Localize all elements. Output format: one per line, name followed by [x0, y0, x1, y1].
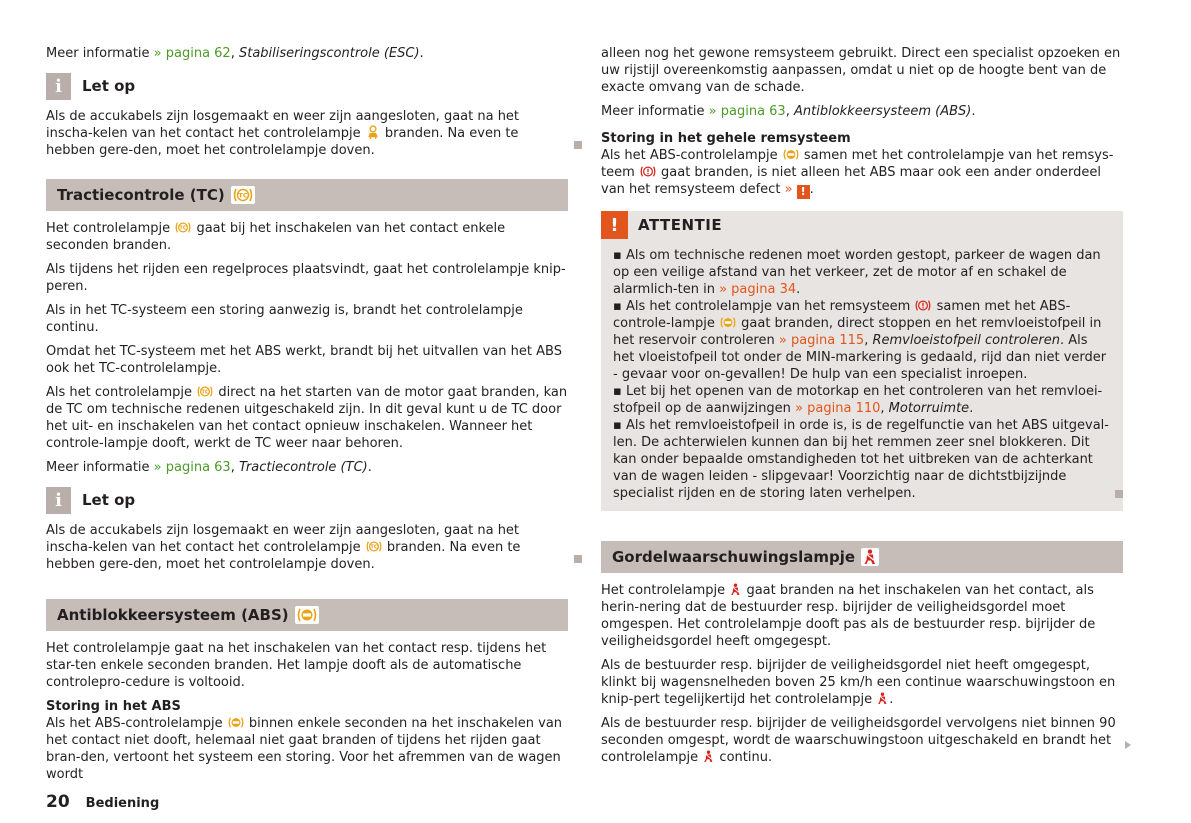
abs-more-prefix: Meer informatie [601, 104, 709, 119]
tc-more-end: . [367, 460, 372, 475]
warning-i1-a: ▪ Als om technische redenen moet worden gestopt, parkeer de wagen dan op een veilige afstand van het verkeer, zet de motor af en schakel de alarmlich-ten in [613, 248, 1101, 297]
traction-control-lamp-icon [231, 186, 255, 204]
seatbelt-lamp-icon [703, 750, 714, 763]
tc-paragraph-2: Als tijdens het rijden een regelproces plaatsvindt, gaat het controlelampje knip-peren. [46, 262, 566, 294]
intro-sep: , [230, 46, 239, 61]
seatbelt-lamp-icon [877, 692, 888, 705]
note-1-header [46, 73, 568, 100]
warning-header [601, 211, 1123, 239]
warning-i2-ref: Remvloeistofpeil controleren [872, 333, 1060, 348]
belt-p2-a: Als de bestuurder resp. bijrijder de veiligheidsgordel niet heeft omgegespt, klinkt bij wagensnelheden boven 25 km/h een continue waarschuwingstoon en knip-pert tegelijkertijd het controlelampje [601, 658, 1116, 707]
note-1-text [46, 108, 568, 159]
warning-item-3 [613, 383, 1111, 417]
note-1-title: Let op [82, 77, 136, 95]
abs-more-sep: , [785, 104, 794, 119]
note-1-text-a: Als de accukabels zijn losgemaakt en weer zijn aangesloten, gaat na het inscha-kelen van het contact het controlelampje [46, 109, 520, 141]
traction-control-lamp-icon [175, 221, 191, 234]
end-of-section-mark [574, 141, 582, 149]
abs-heading-text: Antiblokkeersysteem (ABS) [57, 605, 289, 624]
intro-prefix: Meer informatie [46, 46, 154, 61]
tc-heading-text: Tractiecontrole (TC) [57, 185, 225, 204]
belt-p2-b: . [889, 692, 894, 707]
traction-control-lamp-icon [197, 385, 213, 398]
brake-p-end: . [809, 182, 814, 197]
continue-arrow-icon [1125, 741, 1131, 749]
intro-end: . [419, 46, 424, 61]
note-1-text-b: branden. Na even te hebben gere-den, moet het controlelampje doven. [46, 126, 519, 158]
intro-reference [46, 45, 568, 62]
abs-page-link[interactable]: » pagina 63 [708, 104, 786, 119]
warning-icon: ! [797, 185, 810, 199]
warning-body [601, 239, 1123, 511]
warning-i2-link[interactable]: » pagina 115 [778, 333, 865, 348]
belt-paragraph-1 [601, 582, 1123, 650]
tc-more-info [46, 459, 568, 476]
brake-p-c: gaat branden, is niet alleen het ABS maar ook een ander onderdeel van het remsysteem defect [601, 165, 1101, 197]
warning-i3-link[interactable]: » pagina 110 [795, 401, 881, 416]
belt-p1-b: gaat branden na het inschakelen van het contact, als herin-nering dat de bestuurder resp. bijrijder de veiligheidsgordel moet omgespen. Het controlelampje dooft pas als de bestuurder resp. bijrijder de veiligheidsgordel heeft omgegespt. [601, 583, 1096, 649]
tc-more-ref: Tractiecontrole (TC) [238, 460, 368, 475]
seatbelt-lamp-icon [861, 548, 879, 566]
tc-p5-a: Als het controlelampje [46, 385, 197, 400]
abs-lamp-icon [720, 316, 736, 329]
info-icon: i [46, 73, 71, 100]
tc-p5-b: direct na het starten van de motor gaat branden, kan de TC om technische redenen uitgeschakeld zijn. In dit geval kunt u de TC door het uit- en inschakelen van het contact opnieuw inschakelen. Wanneer het controle-lampje dooft, werkt de TC weer naar behoren. [46, 385, 568, 451]
warning-i3-end: . [969, 401, 974, 416]
abs-paragraph-1: Het controlelampje gaat na het inschakelen van het contact resp. tijdens het star-ten enkele seconden branden. Het lampje dooft als de automatische controlepro-cedure is voltooid. [46, 641, 547, 690]
abs-more-end: . [971, 104, 976, 119]
note-2-title: Let op [82, 491, 136, 509]
page-number: 20 [46, 792, 70, 812]
warning-i1-end: . [796, 282, 801, 297]
intro-ref-title: Stabiliseringscontrole (ESC) [238, 46, 420, 61]
abs-paragraph-2 [46, 715, 568, 783]
warning-icon: ! [601, 211, 628, 239]
warning-item-1 [613, 247, 1111, 298]
brake-p-a: Als het ABS-controlelampje [601, 148, 782, 163]
tc-paragraph-5 [46, 384, 568, 452]
note-1-body [46, 108, 568, 159]
right-column [601, 45, 1123, 773]
brake-system-lamp-icon [915, 299, 931, 312]
tc-paragraph-1 [46, 220, 568, 254]
left-column [46, 45, 568, 790]
warning-box [601, 211, 1123, 511]
section-heading-tc [46, 179, 568, 211]
intro-page-link[interactable]: » pagina 62 [153, 46, 231, 61]
end-of-section-mark [1115, 490, 1123, 498]
warning-i1-link[interactable]: » pagina 34 [719, 282, 797, 297]
warning-item-4: ▪ Als het remvloeistofpeil in orde is, is de regelfunctie van het ABS uitgeval-len. De achterwielen kunnen dan bij het remmen zeer snel blokkeren. Dit kan onder bepaalde omstandigheden tot het uitbreken van de achterkant van de wagen leiden - slipgevaar! Voorzichtig naar de dichtstbijzijnde specialist rijden en de storing laten verhelpen. [613, 418, 1109, 501]
belt-p3-a: Als de bestuurder resp. bijrijder de veiligheidsgordel vervolgens niet binnen 90 seconden omgespt, wordt de waarschuwingstoon uitgeschakeld en brandt het controlelampje [601, 716, 1116, 765]
abs-continued: alleen nog het gewone remsysteem gebruikt. Direct een specialist opzoeken en uw rijstijl overeenkomstig aanpassen, omdat u niet op de hoogte bent van de exacte omvang van de schade. [601, 46, 1121, 95]
warning-i2-a: ▪ Als het controlelampje van het remsysteem [613, 299, 915, 314]
note-2-text-b: branden. Na even te hebben gere-den, moet het controlelampje doven. [46, 540, 521, 572]
warning-i2-b: samen met het ABS-controle-lampje [613, 299, 1071, 331]
abs-p2-a: Als het ABS-controlelampje [46, 716, 227, 731]
belt-p3-b: continu. [715, 750, 773, 765]
note-2-text-a: Als de accukabels zijn losgemaakt en weer zijn aangesloten, gaat na het inscha-kelen van het contact het controlelampje [46, 523, 520, 555]
abs-lamp-icon [228, 716, 244, 729]
tc-paragraph-3: Als in het TC-systeem een storing aanwezig is, brandt het controlelampje continu. [46, 303, 523, 335]
footer-section-label: Bediening [85, 796, 160, 811]
belt-p1-a: Het controlelampje [601, 583, 730, 598]
warning-i3-sep: , [880, 401, 889, 416]
abs-lamp-icon [295, 606, 319, 624]
warning-i2-d: . Als het vloeistofpeil tot onder de MIN-markering is gedaald, rijd dan niet verder - gevaar voor on-gevallen! De hulp van een specialist inroepen. [613, 333, 1107, 382]
warning-i3-a: ▪ Let bij het openen van de motorkap en het controleren van het remvloei-stofpeil op de aanwijzingen [613, 384, 1103, 416]
info-icon: i [46, 487, 71, 514]
tc-page-link[interactable]: » pagina 63 [153, 460, 231, 475]
brake-p-b: samen met het controlelampje van het remsys-teem [601, 148, 1114, 180]
note-2-body [46, 522, 568, 573]
end-of-section-mark [574, 555, 582, 563]
warning-i3-ref: Motorruimte [888, 401, 970, 416]
tc-more-prefix: Meer informatie [46, 460, 154, 475]
tc-p1-b: gaat bij het inschakelen van het contact enkele seconden branden. [46, 221, 506, 253]
section-heading-abs [46, 599, 568, 631]
warning-title: ATTENTIE [638, 215, 723, 234]
tc-more-sep: , [230, 460, 239, 475]
abs-subheading: Storing in het ABS [46, 699, 181, 714]
abs-more-ref: Antiblokkeersysteem (ABS) [793, 104, 972, 119]
traction-control-lamp-icon [366, 540, 382, 553]
warning-i2-c: gaat branden, direct stoppen en het remvloeistofpeil in het reservoir controleren [613, 316, 1102, 348]
tc-p1-a: Het controlelampje [46, 221, 175, 236]
belt-heading-text: Gordelwaarschuwingslampje [612, 547, 856, 566]
abs-p2-b: binnen enkele seconden na het inschakelen van het contact niet dooft, helemaal niet gaat branden of tijdens het rijden gaat bran-den, vertoont het systeem een storing. Voor het afremmen van de wagen wordt [46, 716, 563, 782]
warning-link[interactable]: » [784, 182, 793, 197]
brake-subheading: Storing in het gehele remsysteem [601, 131, 851, 146]
tc-paragraph-4: Omdat het TC-systeem met het ABS werkt, brandt bij het uitvallen van het ABS ook het TC-controlelampje. [46, 344, 562, 376]
section-heading-belt [601, 541, 1123, 573]
warning-item-2 [613, 298, 1111, 383]
belt-paragraph-2 [601, 657, 1123, 708]
note-2-text [46, 522, 568, 573]
page-footer [46, 794, 159, 812]
brake-paragraph [601, 147, 1123, 199]
seatbelt-lamp-icon [730, 583, 741, 596]
belt-paragraph-3 [601, 715, 1123, 766]
warning-i2-sep: , [864, 333, 873, 348]
abs-more-info [601, 103, 1123, 120]
warning-item-4-wrap [613, 417, 1111, 502]
note-2-header [46, 487, 568, 514]
service-lamp-icon [366, 125, 380, 139]
brake-system-lamp-icon [640, 165, 656, 178]
abs-lamp-icon [783, 148, 799, 161]
